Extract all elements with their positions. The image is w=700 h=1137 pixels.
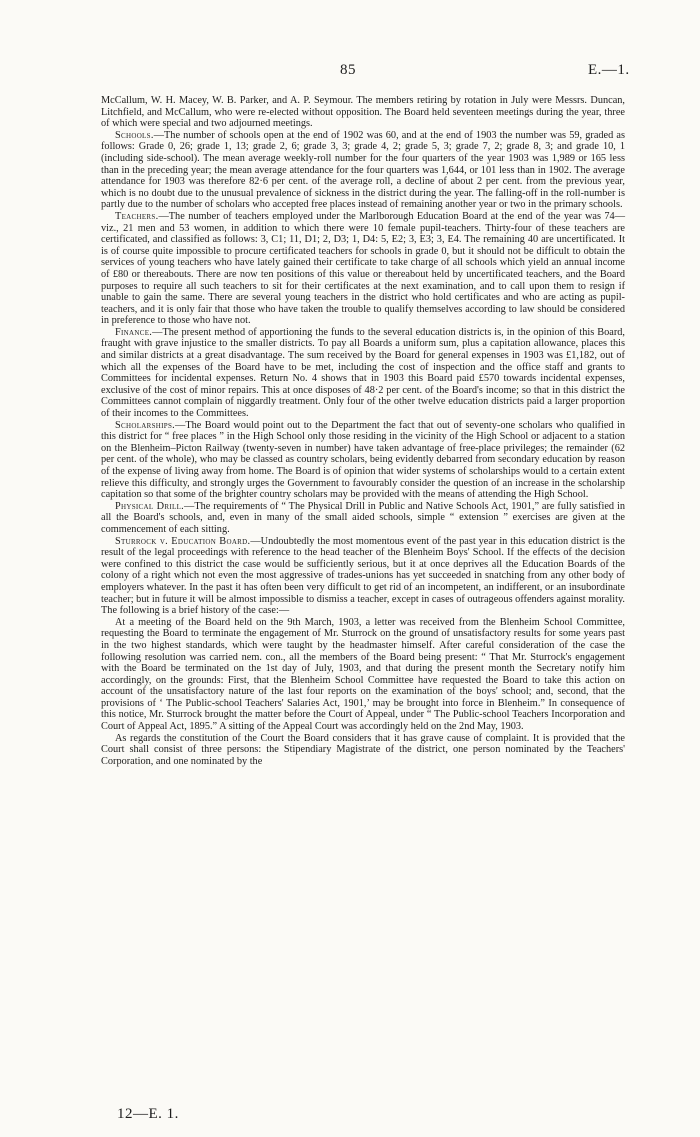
paragraph-text: —The present method of apportioning the funds to the several education districts is, in the opinion of this Board, fraught with grave injustice to the smaller districts. To pay all Boards a uniform sum, plus a capitation allowance, places this and similar districts at a great disadvantage. The sum received by the Board for general expenses in 1903 was £1,182, out of which all the expenses of the Board have to be met, including the cost of inspection and the office staff and grants to Committees for incidental expenses. Return No. 4 shows that in 1903 this Board paid £570 towards incidental expenses, exclusive of the cost of minor repairs. This at once disposes of 48·2 per cent. of the Board's income; so that in this district the Committees cannot complain of niggardly treatment. Only four of the other twelve education districts paid a larger proportion of their incomes to the Committees. bbox=[101, 326, 625, 420]
document-reference: E.—1. bbox=[588, 62, 630, 78]
paragraph bbox=[101, 327, 625, 420]
section-heading: Teachers. bbox=[115, 210, 159, 222]
page-header bbox=[0, 62, 700, 84]
section-heading: Sturrock v. Education Board. bbox=[115, 535, 251, 547]
paragraph-text: McCallum, W. H. Macey, W. B. Parker, and A. P. Seymour. The members retiring by rotation in July were Messrs. Duncan, Litchfield, and McCallum, who were re-elected without opposition. The Board held seventeen meetings during the year, three of which were special and two adjourned meetings. bbox=[101, 95, 625, 130]
paragraph bbox=[101, 536, 625, 617]
paragraph bbox=[101, 501, 625, 536]
section-heading: Physical Drill. bbox=[115, 500, 185, 512]
paragraph bbox=[101, 211, 625, 327]
section-heading: Schools. bbox=[115, 129, 154, 141]
paragraph-text: At a meeting of the Board held on the 9th March, 1903, a letter was received from the Blenheim School Committee, requesting the Board to terminate the engagement of Mr. Sturrock on the ground of unsatisfactory results for some years past in the two highest standards, which were taught by the headmaster himself. After careful consideration of the case the following resolution was carried nem. con., all the members of the Board being present: “ That Mr. Sturrock's engagement with the Board be terminated on the 1st day of July, 1903, and that during the present month the Secretary notify him accordingly, on the grounds: First, that the Blenheim School Committee have requested the Board to take this action on account of the unsatisfactory nature of the last four reports on the examination of the boys' school; and, second, that the provisions of ‘ The Public-school Teachers' Salaries Act, 1901,’ may be brought into force in Blenheim.” In consequence of this notice, Mr. Sturrock brought the matter before the Court of Appeal, under “ The Public-school Teachers Incorporation and Court of Appeal Act, 1895.” A sitting of the Appeal Court was accordingly held on the 2nd May, 1903. bbox=[101, 616, 625, 733]
paragraph-text: As regards the constitution of the Court the Board considers that it has grave cause of complaint. It is provided that the Court shall consist of three persons: the Stipendiary Magistrate of the district, one person nominated by the Teachers' Corporation, and one nominated by the bbox=[101, 732, 625, 767]
paragraph bbox=[101, 95, 625, 130]
paragraph-text: —Undoubtedly the most momentous event of the past year in this education district is the result of the legal proceedings with reference to the head teacher of the Blenheim Boys' School. If the effects of the decision were confined to this district the case would be sufficiently serious, but it at once deprives all the Education Boards of the colony of a right which not even the most aggressive of trades-unions has yet succeeded in snatching from any other body of employers whatever. In the past it has often been very difficult to get rid of an incompetent, an indifferent, or an insubordinate teacher; but in future it will be almost impossible to dismiss a teacher, except in cases of outrageous offenders against morality. The following is a brief history of the case:— bbox=[101, 535, 625, 617]
paragraph bbox=[101, 420, 625, 501]
paragraph bbox=[101, 733, 625, 768]
paragraph-text: —The Board would point out to the Department the fact that out of seventy-one scholars who qualified in this district for “ free places ” in the High School only those residing in the vicinity of the High School or adjacent to a station on the Blenheim–Picton Railway (twenty-seven in number) have taken advantage of free-place privileges; the remainder (62 per cent. of the whole), who may be classed as country scholars, being evidently debarred from secondary education by reason of the expense of living away from home. The Board is of opinion that wider systems of scholarships would to a certain extent relieve this difficulty, and strongly urges the Government to favourably consider the question of an increase in the scholarship capitation so that some of the brighter country scholars may be provided with the means of attending the High School. bbox=[101, 419, 625, 501]
section-heading: Finance. bbox=[115, 326, 153, 338]
paragraph-text: —The requirements of “ The Physical Drill in Public and Native Schools Act, 1901,” are fully satisfied in all the Board's schools, and, even in many of the small aided schools, simple “ extension ” exercises are given at the commencement of each sitting. bbox=[101, 500, 625, 535]
paragraph-text: —The number of teachers employed under the Marlborough Education Board at the end of the year was 74—viz., 21 men and 53 women, in addition to which there were 10 female pupil-teachers. Thirty-four of these teachers are certificated, and classified as follows: 3, C1; 11, D1; 2, D3; 1, D4: 5, E2; 3, E3; 3, E4. The remaining 40 are uncertificated. It is of course quite impossible to procure certificated teachers for schools in grade 0, but it should not be difficult to obtain the services of young teachers who have lately gained their certificate to take charge of all schools which yield an annual income of £80 or thereabouts. There are now ten positions of this value or thereabout held by uncertificated teachers, and the Board purposes to require all such teachers to sit for their certificates at the next examination, and to call upon them to resign if unable to gain the same. There are several young teachers in the district who hold certificates and who are acting as pupil-teachers, and it is only fair that those who have taken the trouble to qualify themselves according to law should be considered in preference to those who have not. bbox=[101, 210, 625, 327]
body-text bbox=[101, 95, 625, 767]
signature-mark: 12—E. 1. bbox=[117, 1106, 179, 1122]
section-heading: Scholarships. bbox=[115, 419, 176, 431]
paragraph bbox=[101, 617, 625, 733]
paragraph-text: —The number of schools open at the end of 1902 was 60, and at the end of 1903 the number was 59, graded as follows: Grade 0, 26; grade 1, 13; grade 2, 6; grade 3, 3; grade 4, 2; grade 5, 3; grade 7, 2; grade 8, 3; and grade 10, 1 (including side-school). The mean average weekly-roll number for the four quarters of the year 1903 was 1,989 or 165 less than in the preceding year; the mean average attendance for the four quarters was 1,644, or 101 less than in 1902. The average attendance for 1903 was therefore 82·6 per cent. of the average roll, a decline of about 2 per cent. from the previous year, which is no doubt due to the unusual prevalence of sickness in the district during the year. The falling-off in the roll-number is partly due to the number of scholars who accepted free places instead of remaining another year or two in the primary schools. bbox=[101, 129, 625, 211]
paragraph bbox=[101, 130, 625, 211]
page-number: 85 bbox=[340, 62, 356, 78]
